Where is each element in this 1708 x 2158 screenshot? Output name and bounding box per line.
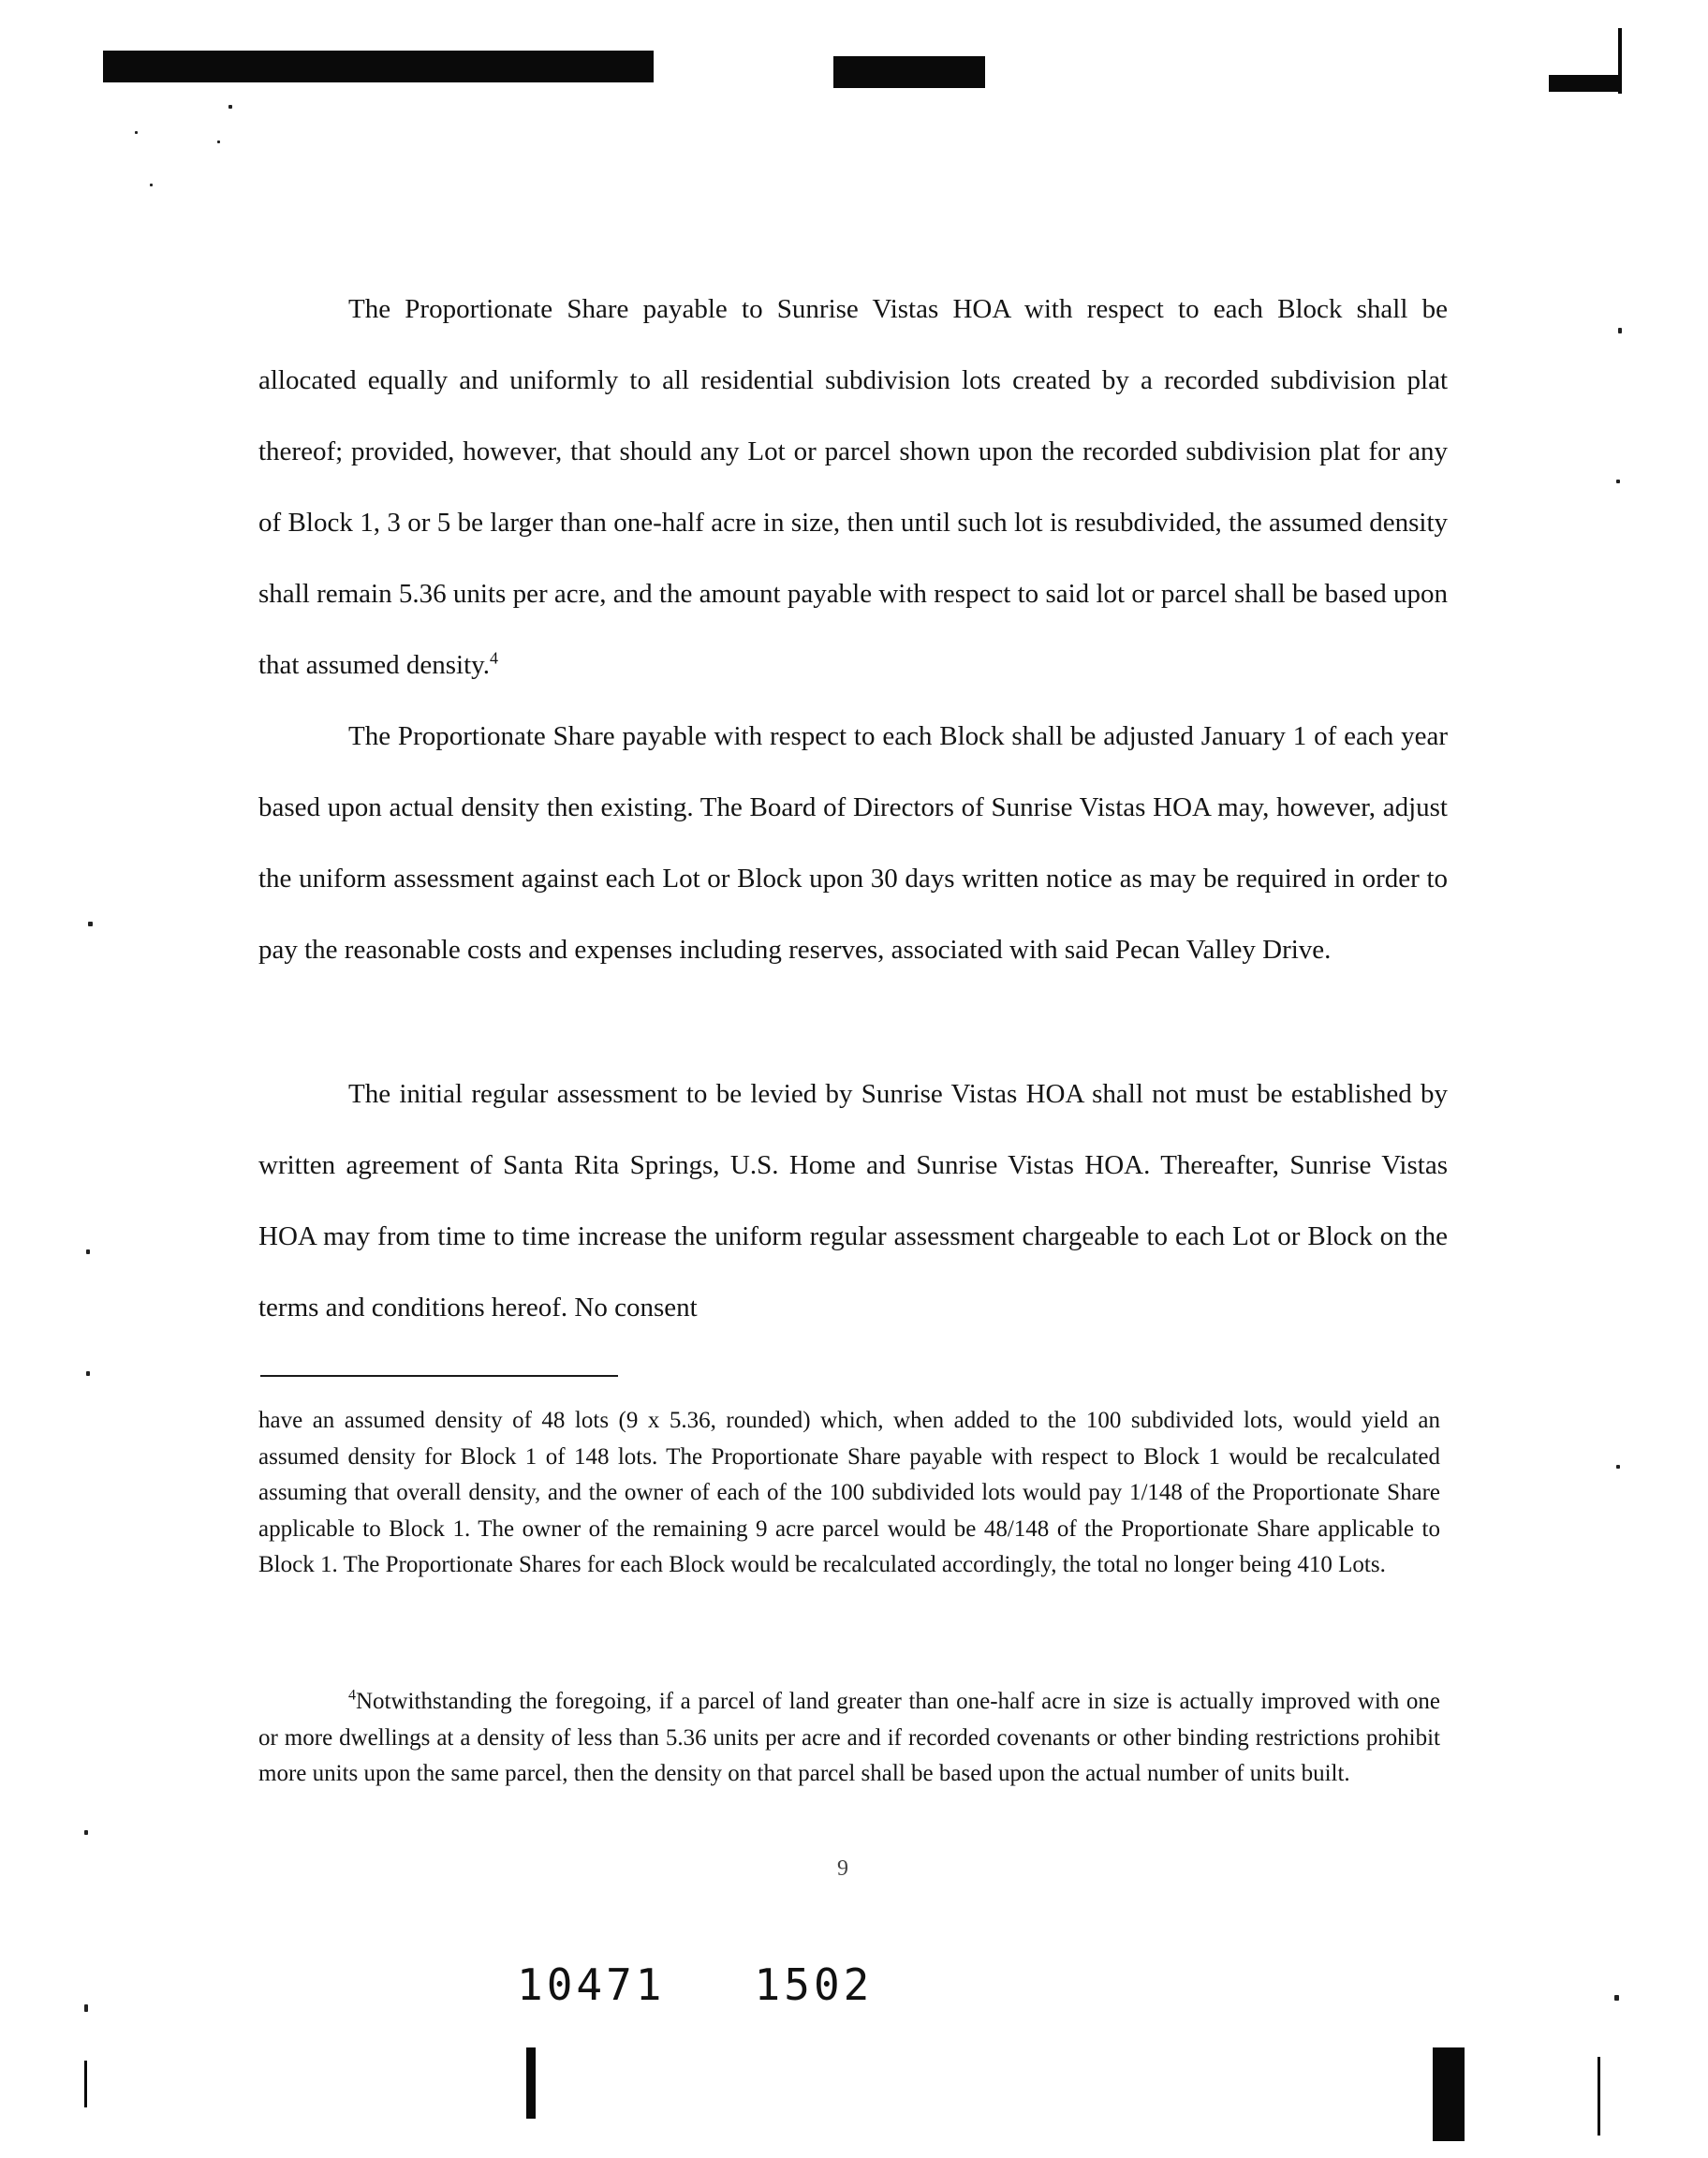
footnote-continued: have an assumed density of 48 lots (9 x 5.36, rounded) which, when added to the 100 subdivided lots, would yield an assumed density for Block 1 of 148 lots. The Proportionate Share payable with respect to Block 1 would be recalculated assuming that overall density, and the owner of each of the 100 subdivided lots would pay 1/148 of the Proportionate Share applicable to Block 1. The owner of the remaining 9 acre parcel would be 48/148 of the Proportionate Share applicable to Block 1. The Proportionate Shares for each Block would be recalculated accordingly, the total no longer being 410 Lots. xyxy=(258,1408,1440,1577)
scan-speck xyxy=(228,105,232,109)
body-paragraph-1-text: The Proportionate Share payable to Sunrise Vistas HOA with respect to each Block shall be allocated equally and uniformly to all residential subdivision lots created by a recorded subdivision plat thereof; provided, however, that should any Lot or parcel shown upon the recorded subdivision plat for any of Block 1, 3 or 5 be larger than one-half acre in size, then until such lot is resubdivided, the assumed density shall remain 5.36 units per acre, and the amount payable with respect to said lot or parcel shall be based upon that assumed density. xyxy=(258,294,1448,680)
scan-speck xyxy=(1616,480,1620,483)
scan-speck xyxy=(150,184,153,186)
scan-speck xyxy=(1614,1995,1619,2001)
footnote-separator xyxy=(260,1375,618,1377)
scan-speck xyxy=(217,140,220,143)
scan-edge-line-right xyxy=(1618,28,1622,94)
scan-speck xyxy=(84,1830,88,1835)
scan-speck xyxy=(1616,1465,1620,1469)
body-paragraph-3: The initial regular assessment to be levied by Sunrise Vistas HOA shall not must be established by written agreement of Santa Rita Springs, U.S. Home and Sunrise Vistas HOA. Thereafter, Sunrise Vistas HOA may from time to time increase the uniform regular assessment chargeable to each Lot or Block on the terms and conditions hereof. No consent xyxy=(258,1079,1448,1323)
footnote-reference-4: 4 xyxy=(490,648,498,668)
footnote-4 xyxy=(258,1684,1440,1793)
footnote-4-text: Notwithstanding the foregoing, if a parcel of land greater than one-half acre in size is actually improved with one or more dwellings at a density of less than 5.36 units per acre and if recorded covenants or other binding restrictions prohibit more units upon the same parcel, then the density on that parcel shall be based upon the actual number of units built. xyxy=(258,1689,1440,1786)
scan-speck xyxy=(84,2004,88,2012)
scan-bottom-bar-left xyxy=(526,2047,536,2119)
scan-corner-mark-right xyxy=(1549,75,1622,92)
body-paragraph-1 xyxy=(258,273,1448,701)
scan-bottom-bar-right xyxy=(1433,2047,1465,2141)
footnote-4-marker: 4 xyxy=(348,1687,356,1704)
redaction-bar-center xyxy=(833,56,985,88)
scan-speck xyxy=(86,1249,90,1254)
scan-edge-line-bottom-left xyxy=(84,2061,87,2107)
scan-speck xyxy=(88,922,93,926)
scan-speck xyxy=(1618,328,1622,333)
scan-speck xyxy=(135,131,138,134)
body-paragraph-2: The Proportionate Share payable with respect to each Block shall be adjusted January 1 of each year based upon actual density then existing. The Board of Directors of Sunrise Vistas HOA may, however, adjust the uniform assessment against each Lot or Block upon 30 days written notice as may be required in order to pay the reasonable costs and expenses including reserves, associated with said Pecan Valley Drive. xyxy=(258,721,1448,965)
redaction-bar-left xyxy=(103,51,654,82)
page-number: 9 xyxy=(837,1856,848,1881)
scan-speck xyxy=(86,1371,90,1376)
scan-edge-line-bottom-right xyxy=(1598,2057,1600,2136)
book-page-reference: 10471 1502 xyxy=(517,1959,874,2010)
